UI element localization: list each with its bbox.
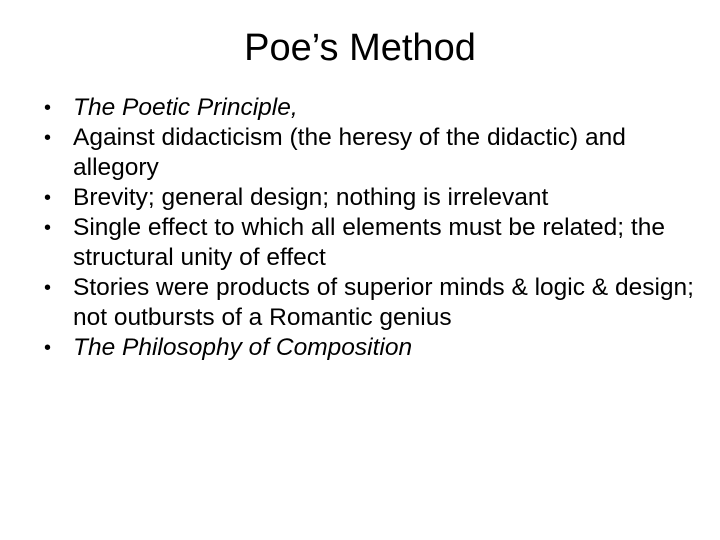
bullet-item-against-didacticism (44, 123, 694, 183)
bullet-item-stories (44, 273, 694, 333)
bullet-text: Against didacticism (the heresy of the didactic) and allegory (73, 124, 626, 181)
slide-title: Poe’s Method (244, 27, 476, 69)
bullet-item-single-effect (44, 213, 694, 273)
bullet-list (44, 93, 694, 363)
bullet-icon: • (44, 277, 52, 299)
bullet-item-poetic-principle (44, 93, 694, 123)
bullet-text: The Philosophy of Composition (73, 334, 413, 361)
bullet-text: Single effect to which all elements must be related; the structural unity of effect (73, 214, 665, 271)
bullet-icon: • (44, 127, 52, 149)
bullet-text: The Poetic Principle, (73, 94, 298, 121)
bullet-icon: • (44, 97, 52, 119)
bullet-icon: • (44, 337, 52, 359)
bullet-item-philosophy-of-composition (44, 333, 694, 363)
bullet-text: Brevity; general design; nothing is irrelevant (73, 184, 549, 211)
bullet-icon: • (44, 217, 52, 239)
bullet-item-brevity (44, 183, 694, 213)
bullet-icon: • (44, 187, 52, 209)
bullet-text: Stories were products of superior minds & logic & design; not outbursts of a Romantic genius (73, 274, 694, 331)
